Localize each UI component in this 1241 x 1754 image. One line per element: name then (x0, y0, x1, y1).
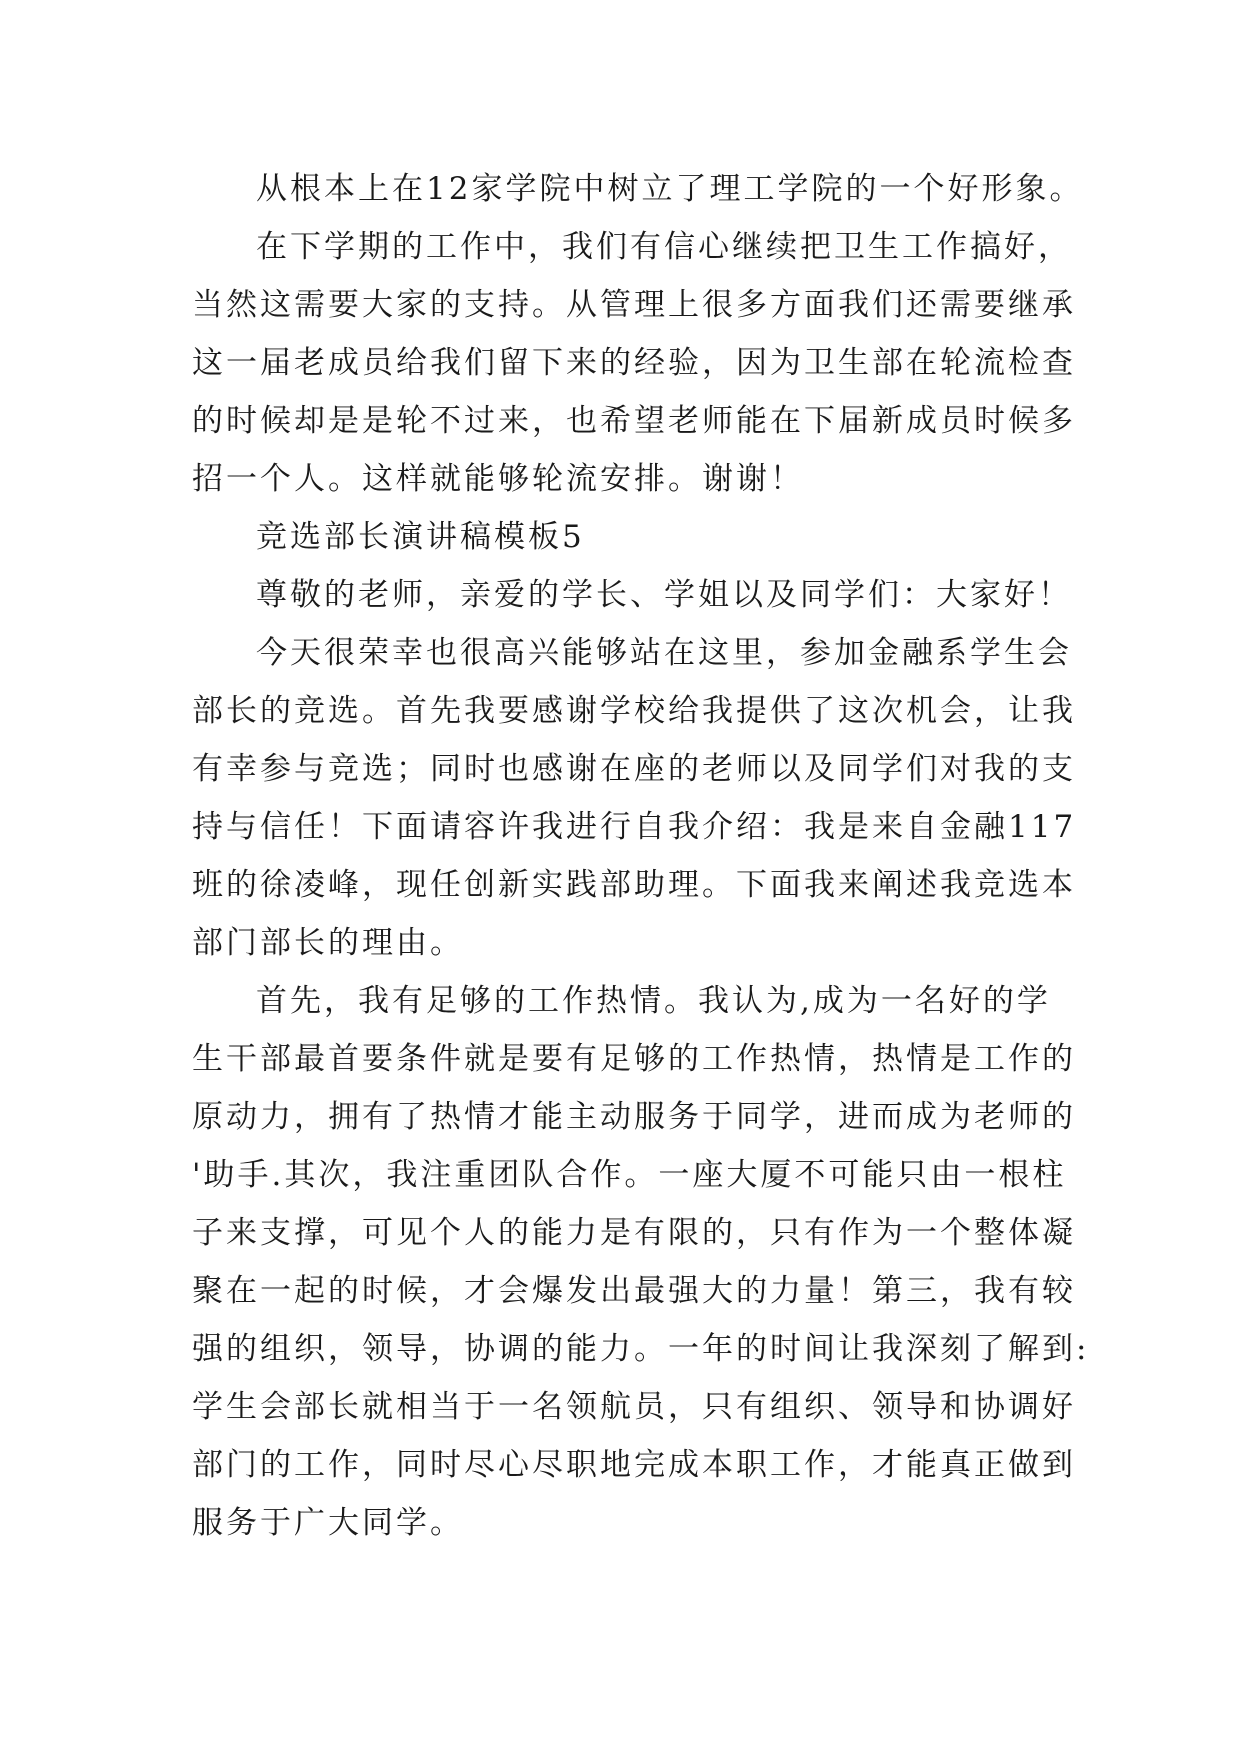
text-line: 在下学期的工作中，我们有信心继续把卫生工作搞好， (256, 229, 1072, 265)
text-line: 班的徐凌峰，现任创新实践部助理。下面我来阐述我竞选本 (192, 867, 1076, 903)
text-line: 服务于广大同学。 (192, 1505, 464, 1541)
text-line: 部长的竞选。首先我要感谢学校给我提供了这次机会，让我 (192, 693, 1076, 729)
text-line: 今天很荣幸也很高兴能够站在这里，参加金融系学生会 (256, 635, 1072, 671)
text-line: 从根本上在12家学院中树立了理工学院的一个好形象。 (256, 171, 1084, 207)
text-line: 学生会部长就相当于一名领航员，只有组织、领导和协调好 (192, 1389, 1076, 1425)
text-line: 首先，我有足够的工作热情。我认为,成为一名好的学 (256, 983, 1051, 1019)
text-line: 招一个人。这样就能够轮流安排。谢谢！ (192, 461, 804, 497)
salutation-line: 尊敬的老师，亲爱的学长、学姐以及同学们：大家好！ (256, 577, 1072, 613)
text-line: 有幸参与竞选；同时也感谢在座的老师以及同学们对我的支 (192, 751, 1076, 787)
text-line: 聚在一起的时候，才会爆发出最强大的力量！第三，我有较 (192, 1273, 1076, 1309)
text-line: 部门的工作，同时尽心尽职地完成本职工作，才能真正做到 (192, 1447, 1076, 1483)
text-line: 持与信任！下面请容许我进行自我介绍：我是来自金融117 (192, 809, 1077, 845)
text-line: 这一届老成员给我们留下来的经验，因为卫生部在轮流检查 (192, 345, 1076, 381)
text-line: '助手.其次，我注重团队合作。一座大厦不可能只由一根柱 (192, 1157, 1067, 1193)
document-body (192, 160, 1090, 1552)
text-line: 强的组织，领导，协调的能力。一年的时间让我深刻了解到: (192, 1331, 1090, 1367)
text-line: 部门部长的理由。 (192, 925, 464, 961)
text-line: 当然这需要大家的支持。从管理上很多方面我们还需要继承 (192, 287, 1076, 323)
text-line: 原动力，拥有了热情才能主动服务于同学，进而成为老师的 (192, 1099, 1076, 1135)
section-heading: 竞选部长演讲稿模板5 (256, 519, 585, 555)
text-line: 的时候却是是轮不过来，也希望老师能在下届新成员时候多 (192, 403, 1076, 439)
text-line: 子来支撑，可见个人的能力是有限的，只有作为一个整体凝 (192, 1215, 1076, 1251)
text-line: 生干部最首要条件就是要有足够的工作热情，热情是工作的 (192, 1041, 1076, 1077)
